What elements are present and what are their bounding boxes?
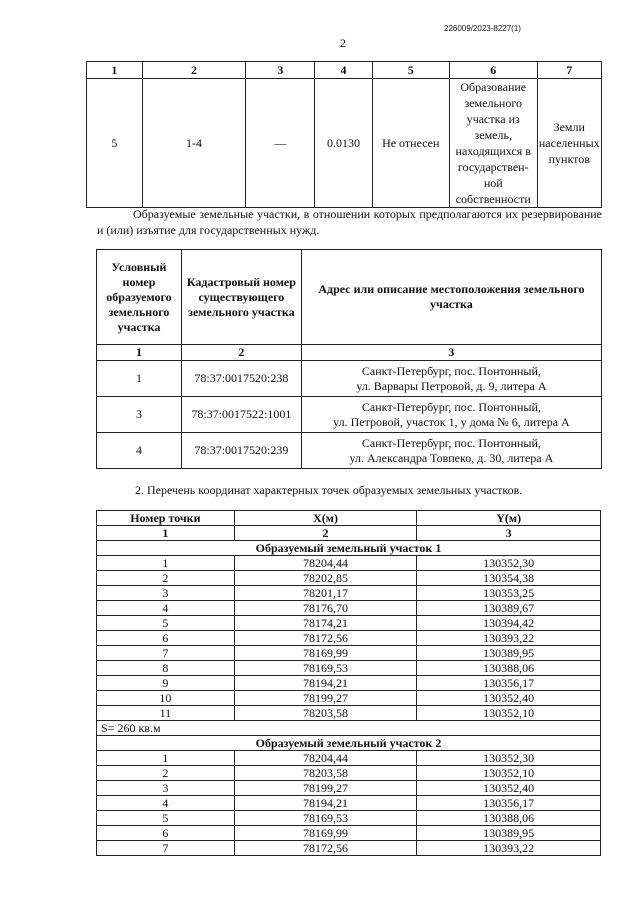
table-row <box>97 601 601 616</box>
parcel-address <box>301 361 601 397</box>
point-number: 7 <box>97 646 235 661</box>
column-number: 5 <box>372 62 449 79</box>
y-coordinate: 130352,10 <box>417 766 601 781</box>
column-number-row <box>97 345 602 361</box>
parcel-number: 3 <box>97 397 182 433</box>
column-header: Кадастровый номер существующего земельного участка <box>181 250 301 345</box>
y-coordinate: 130352,10 <box>417 706 601 721</box>
table-row <box>97 556 601 571</box>
column-number: 3 <box>417 526 601 541</box>
document-number: 226009/2023-8227(1) <box>444 24 521 33</box>
table-cell: 0.0130 <box>315 79 372 208</box>
x-coordinate: 78201,17 <box>234 586 417 601</box>
x-coordinate: 78172,56 <box>234 631 417 646</box>
parcel-number: 1 <box>97 361 182 397</box>
table-cell: Не отнесен <box>372 79 449 208</box>
parcel-title-row <box>97 736 601 751</box>
address-line: ул. Петровой, участок 1, у дома № 6, литера А <box>333 414 570 429</box>
parcel-1-title: Образуемый земельный участок 1 <box>97 541 601 556</box>
y-coordinate: 130352,40 <box>417 781 601 796</box>
column-number: 6 <box>449 62 537 79</box>
point-number: 5 <box>97 811 235 826</box>
cadastral-number: 78:37:0017520:238 <box>181 361 301 397</box>
column-number: 2 <box>142 62 246 79</box>
x-coordinate: 78169,53 <box>234 661 417 676</box>
y-coordinate: 130353,25 <box>417 586 601 601</box>
parcel-2-title: Образуемый земельный участок 2 <box>97 736 601 751</box>
table-row <box>97 706 601 721</box>
y-coordinate: 130352,30 <box>417 751 601 766</box>
column-number: 1 <box>97 345 182 361</box>
column-header: Условный номер образуемого земельного участка <box>97 250 182 345</box>
y-coordinate: 130356,17 <box>417 796 601 811</box>
table-row <box>97 571 601 586</box>
y-coordinate: 130352,30 <box>417 556 601 571</box>
table-cell: Образование земельного участка из земель, находящихся в государствен-ной собственности <box>449 79 537 208</box>
table-cell: 1-4 <box>142 79 246 208</box>
point-number: 4 <box>97 796 235 811</box>
point-number: 2 <box>97 766 235 781</box>
point-number: 7 <box>97 841 235 856</box>
address-line: ул. Александра Товпеко, д. 30, литера А <box>349 450 554 465</box>
column-header: X(м) <box>234 511 417 526</box>
coordinates-table <box>96 510 601 856</box>
point-number: 9 <box>97 676 235 691</box>
point-number: 3 <box>97 781 235 796</box>
table-row <box>97 631 601 646</box>
table-row <box>97 796 601 811</box>
x-coordinate: 78203,58 <box>234 766 417 781</box>
x-coordinate: 78194,21 <box>234 796 417 811</box>
point-number: 5 <box>97 616 235 631</box>
x-coordinate: 78174,21 <box>234 616 417 631</box>
point-number: 1 <box>97 556 235 571</box>
y-coordinate: 130354,38 <box>417 571 601 586</box>
address-line: Санкт-Петербург, пос. Понтонный, <box>361 363 541 378</box>
x-coordinate: 78203,58 <box>234 706 417 721</box>
parcel-address <box>301 397 601 433</box>
cadastral-number: 78:37:0017520:239 <box>181 433 301 469</box>
parcel-number: 4 <box>97 433 182 469</box>
x-coordinate: 78169,99 <box>234 826 417 841</box>
table-row <box>97 676 601 691</box>
column-number: 2 <box>181 345 301 361</box>
table-row <box>97 661 601 676</box>
x-coordinate: 78202,85 <box>234 571 417 586</box>
column-number-row <box>97 526 601 541</box>
column-header: Номер точки <box>97 511 235 526</box>
table-row <box>97 586 601 601</box>
y-coordinate: 130352,40 <box>417 691 601 706</box>
y-coordinate: 130393,22 <box>417 631 601 646</box>
column-number: 2 <box>234 526 417 541</box>
column-number: 3 <box>301 345 601 361</box>
table-row <box>97 811 601 826</box>
table-row <box>97 781 601 796</box>
x-coordinate: 78169,99 <box>234 646 417 661</box>
point-number: 11 <box>97 706 235 721</box>
reservation-paragraph: Образуемые земельные участки, в отношении которых предполагаются их резервирование и (или) изъятие для государственных нужд. <box>97 207 602 237</box>
x-coordinate: 78169,53 <box>234 811 417 826</box>
y-coordinate: 130394,42 <box>417 616 601 631</box>
table-header-row <box>97 511 601 526</box>
column-number: 7 <box>537 62 601 79</box>
column-number: 4 <box>315 62 372 79</box>
column-number: 1 <box>87 62 143 79</box>
y-coordinate: 130389,95 <box>417 646 601 661</box>
y-coordinate: 130393,22 <box>417 841 601 856</box>
parcel-address <box>301 433 601 469</box>
column-number: 1 <box>97 526 235 541</box>
x-coordinate: 78199,27 <box>234 781 417 796</box>
x-coordinate: 78204,44 <box>234 751 417 766</box>
address-line: Санкт-Петербург, пос. Понтонный, <box>361 435 541 450</box>
point-number: 2 <box>97 571 235 586</box>
table-cell: 5 <box>87 79 143 208</box>
column-number: 3 <box>246 62 315 79</box>
table-row <box>87 79 602 208</box>
y-coordinate: 130389,67 <box>417 601 601 616</box>
parcel-1-area: S= 260 кв.м <box>97 721 601 736</box>
table-row <box>97 691 601 706</box>
table-row <box>97 826 601 841</box>
table-row <box>97 397 602 433</box>
x-coordinate: 78172,56 <box>234 841 417 856</box>
point-number: 6 <box>97 826 235 841</box>
table-row <box>97 646 601 661</box>
table-header-row <box>87 62 602 79</box>
x-coordinate: 78194,21 <box>234 676 417 691</box>
cadastral-number: 78:37:0017522:1001 <box>181 397 301 433</box>
table-row <box>97 361 602 397</box>
table-row <box>97 751 601 766</box>
reserved-parcels-table <box>96 249 602 469</box>
point-number: 3 <box>97 586 235 601</box>
y-coordinate: 130388,06 <box>417 661 601 676</box>
point-number: 8 <box>97 661 235 676</box>
table-row <box>97 616 601 631</box>
point-number: 1 <box>97 751 235 766</box>
parcel-title-row <box>97 541 601 556</box>
section-heading: 2. Перечень координат характерных точек образуемых земельных участков. <box>135 483 523 497</box>
y-coordinate: 130389,95 <box>417 826 601 841</box>
parcel-summary-table <box>86 61 602 208</box>
table-row <box>97 433 602 469</box>
x-coordinate: 78199,27 <box>234 691 417 706</box>
point-number: 6 <box>97 631 235 646</box>
area-row <box>97 721 601 736</box>
x-coordinate: 78204,44 <box>234 556 417 571</box>
table-row <box>97 766 601 781</box>
page-number: 2 <box>340 36 346 50</box>
address-line: Санкт-Петербург, пос. Понтонный, <box>361 399 541 414</box>
x-coordinate: 78176,70 <box>234 601 417 616</box>
point-number: 4 <box>97 601 235 616</box>
address-line: ул. Варвары Петровой, д. 9, литера А <box>356 378 547 393</box>
column-header: Адрес или описание местоположения земельного участка <box>301 250 601 345</box>
y-coordinate: 130388,06 <box>417 811 601 826</box>
table-cell: — <box>246 79 315 208</box>
y-coordinate: 130356,17 <box>417 676 601 691</box>
table-header-row <box>97 250 602 345</box>
column-header: Y(м) <box>417 511 601 526</box>
table-row <box>97 841 601 856</box>
point-number: 10 <box>97 691 235 706</box>
table-cell: Земли населенных пунктов <box>537 79 601 208</box>
